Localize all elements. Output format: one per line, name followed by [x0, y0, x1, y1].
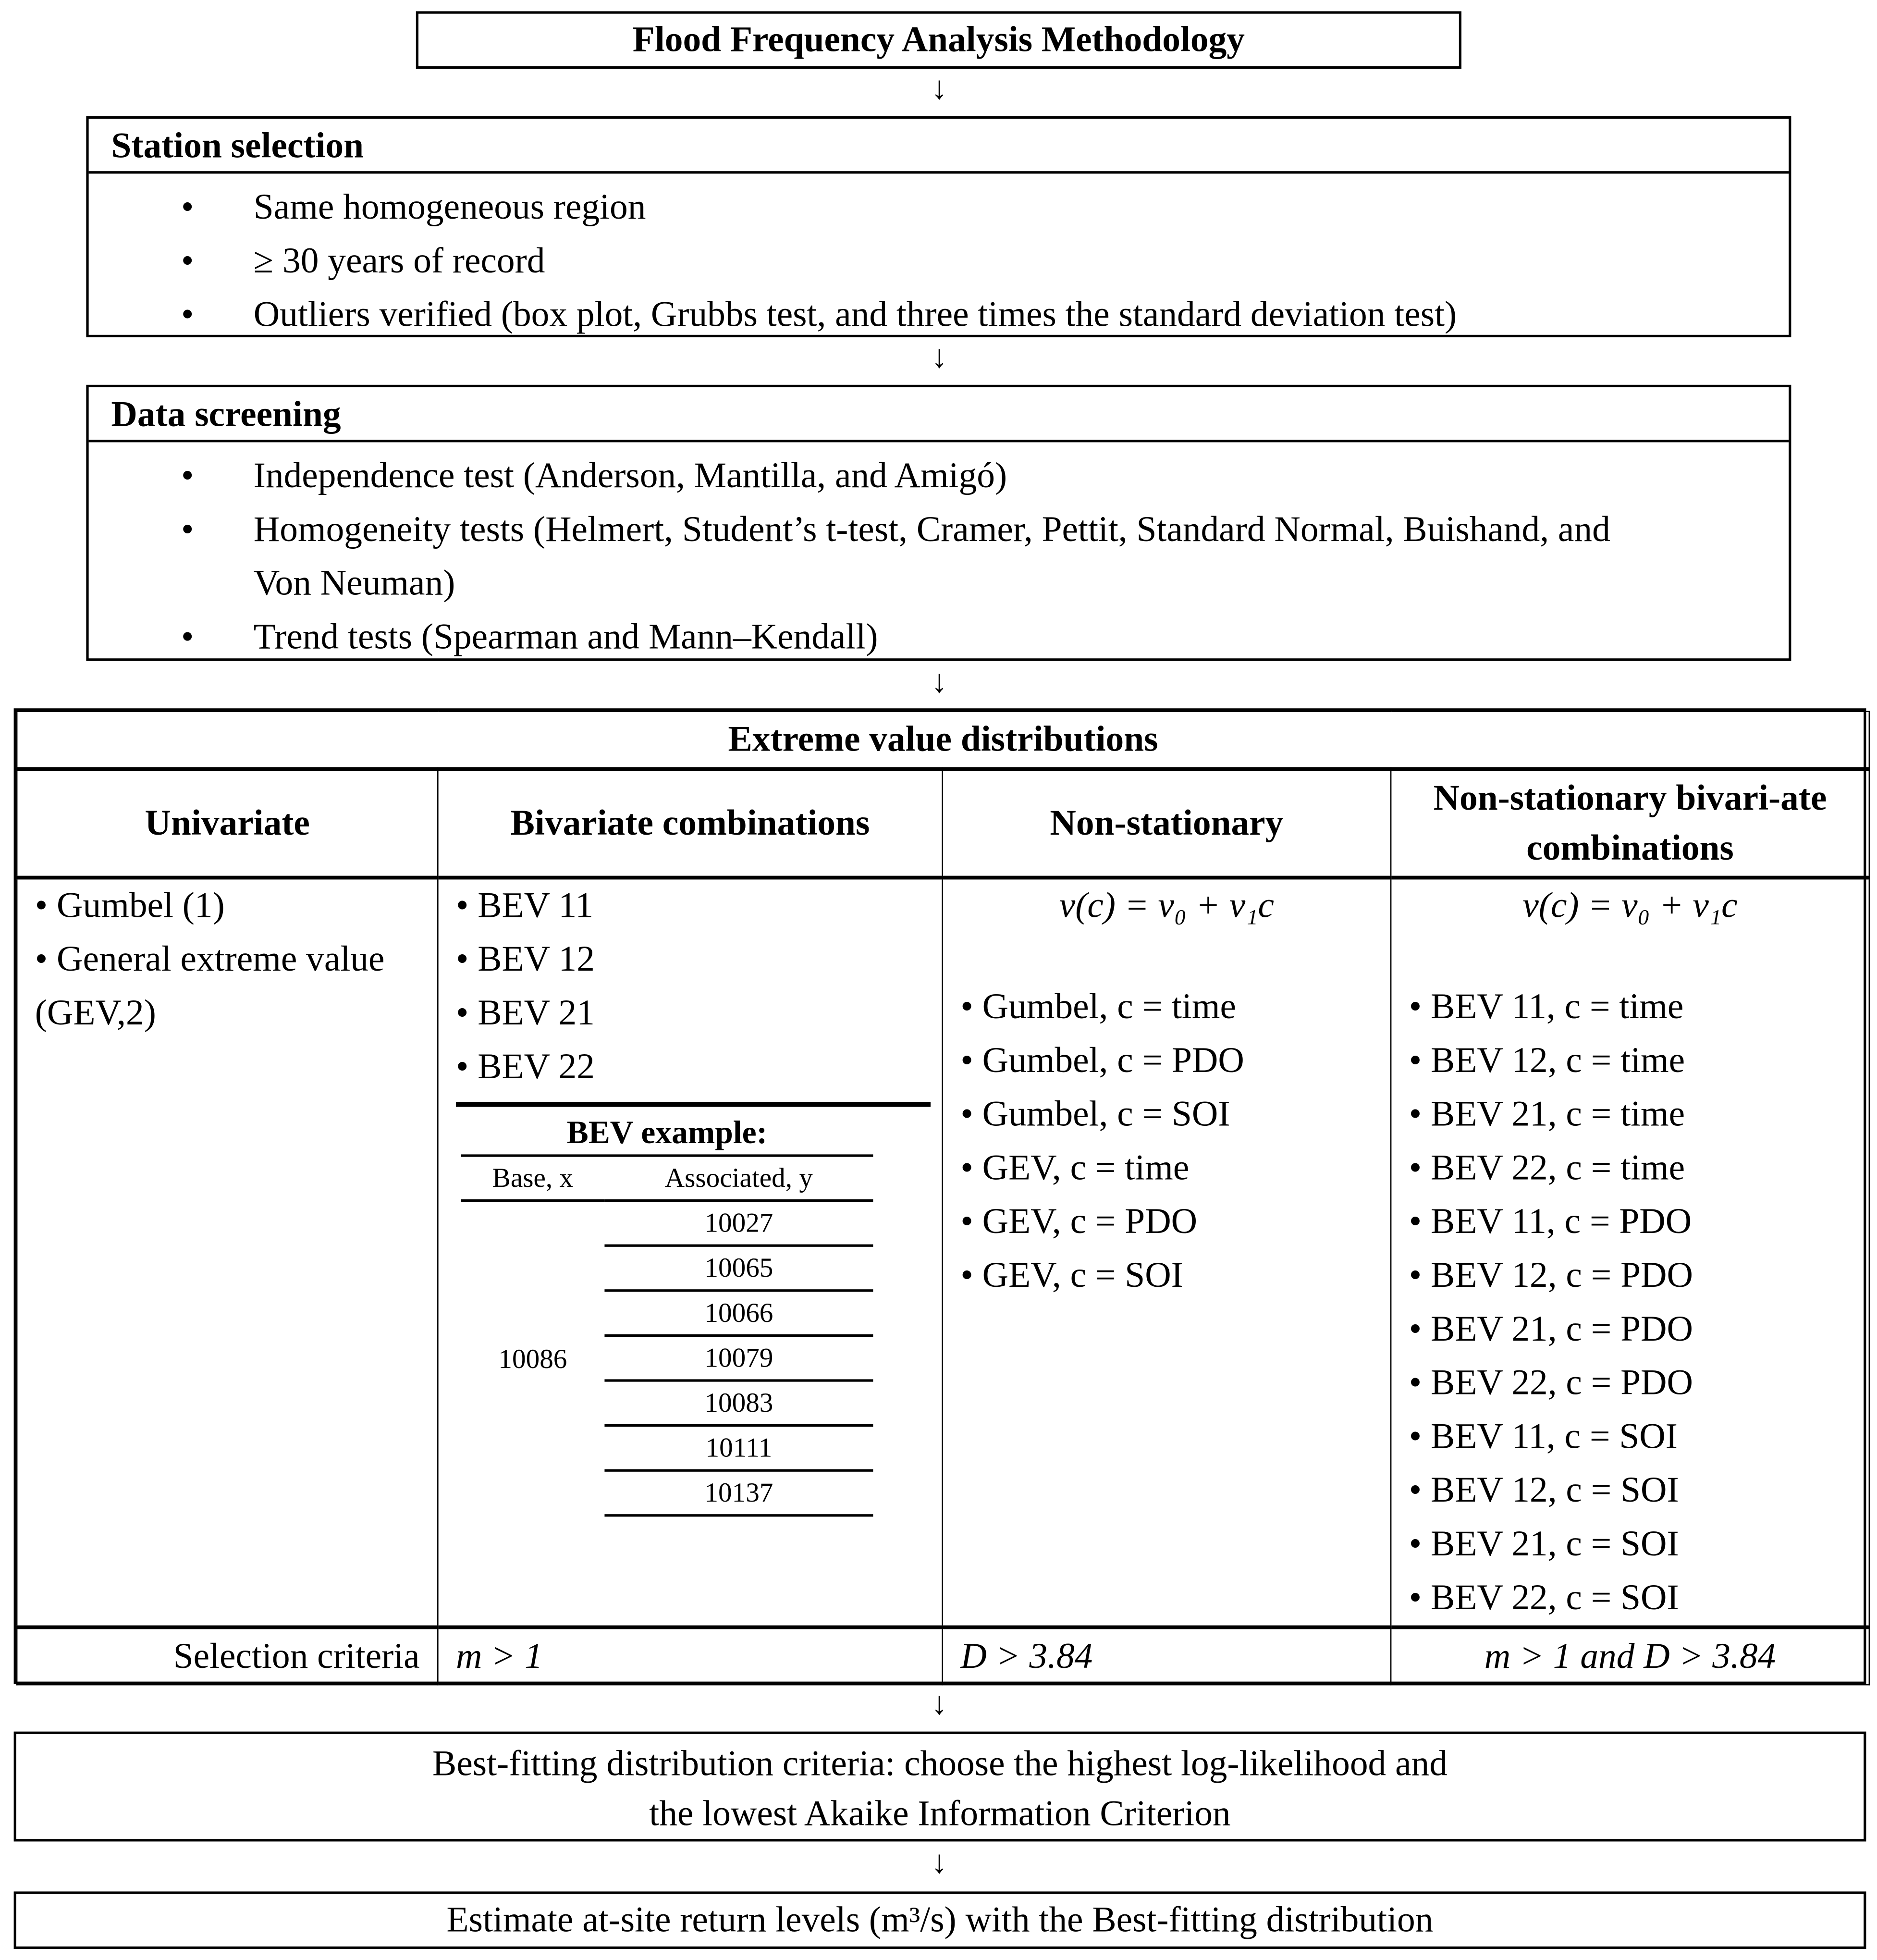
list-item: • Homogeneity tests (Helmert, Student’s t-test, Cramer, Pettit, Standard Normal, Buishand, and Von Neuman) — [89, 504, 1789, 611]
list-item: • GEV, c = SOI — [960, 1256, 1183, 1296]
bivariate-cell — [438, 877, 942, 1627]
list-item: • BEV 12, c = PDO — [1409, 1256, 1693, 1296]
associated-value: 10079 — [604, 1335, 873, 1381]
list-item: • Gumbel, c = time — [960, 987, 1236, 1027]
data-screening-box — [86, 385, 1791, 661]
list-item: • BEV 21 — [455, 993, 595, 1034]
base-header: Base, x — [461, 1157, 604, 1201]
non-stationary-cell — [943, 877, 1391, 1627]
best-fit-box — [14, 1732, 1866, 1842]
criteria-value: m > 1 and D > 3.84 — [1391, 1627, 1869, 1685]
station-selection-box — [86, 116, 1791, 337]
list-item: • Same homogeneous region — [89, 181, 1789, 235]
list-item: • BEV 21, c = SOI — [1409, 1524, 1679, 1565]
base-value: 10086 — [498, 1342, 567, 1374]
list-item: • Gumbel, c = SOI — [960, 1094, 1230, 1134]
list-item: • BEV 22, c = time — [1409, 1148, 1685, 1188]
chart-title: Flood Frequency Analysis Methodology — [632, 19, 1245, 60]
list-item: • Gumbel, c = PDO — [960, 1040, 1244, 1081]
column-header: Non-stationary — [943, 769, 1391, 877]
list-item: • GEV, c = PDO — [960, 1202, 1198, 1242]
list-item: • BEV 21, c = PDO — [1409, 1309, 1693, 1349]
best-fit-line-1: Best-fitting distribution criteria: choose the highest log-likelihood and — [432, 1744, 1448, 1784]
criteria-value: m > 1 — [438, 1627, 942, 1685]
associated-value: 10066 — [604, 1291, 873, 1336]
list-item: • BEV 11 — [455, 886, 594, 926]
extreme-value-heading: Extreme value distributions — [17, 712, 1869, 769]
associated-value: 10083 — [604, 1381, 873, 1426]
selection-criteria-label: Selection criteria — [17, 1627, 438, 1685]
list-item: • GEV, c = time — [960, 1148, 1190, 1188]
list-item: • BEV 22 — [455, 1047, 595, 1087]
arrow-down-icon: ↓ — [931, 338, 948, 375]
list-item: • Independence test (Anderson, Mantilla, and Amigó) — [89, 450, 1789, 504]
list-item: • BEV 12, c = SOI — [1409, 1470, 1679, 1511]
bev-example — [456, 1102, 931, 1516]
list-item: • Trend tests (Spearman and Mann–Kendall) — [89, 611, 1789, 665]
arrow-down-icon: ↓ — [931, 1844, 948, 1880]
criteria-value: D > 3.84 — [943, 1627, 1391, 1685]
data-screening-list — [89, 442, 1789, 665]
associated-value: 10027 — [604, 1201, 873, 1246]
associated-value: 10065 — [604, 1245, 873, 1291]
estimate-box — [14, 1891, 1866, 1949]
arrow-down-icon: ↓ — [931, 663, 948, 700]
univariate-cell — [17, 877, 438, 1627]
column-header: Bivariate combinations — [438, 769, 942, 877]
list-item: • BEV 11, c = SOI — [1409, 1417, 1678, 1457]
arrow-down-icon: ↓ — [931, 1685, 948, 1722]
extreme-value-table — [14, 708, 1866, 1684]
bev-example-title: BEV example: — [461, 1112, 873, 1157]
associated-header: Associated, y — [604, 1157, 873, 1201]
estimate-text: Estimate at-site return levels (m³/s) with the Best-fitting distribution — [446, 1900, 1434, 1940]
best-fit-line-2: the lowest Akaike Information Criterion — [649, 1794, 1231, 1834]
associated-value: 10111 — [604, 1426, 873, 1471]
station-selection-heading: Station selection — [89, 119, 1789, 173]
formula: ν(c) = ν₀ + ν₁c — [1522, 886, 1738, 926]
data-screening-heading: Data screening — [89, 387, 1789, 442]
list-item: • BEV 11, c = time — [1409, 987, 1684, 1027]
associated-value: 10137 — [604, 1470, 873, 1516]
column-header: Univariate — [17, 769, 438, 877]
list-item: • ≥ 30 years of record — [89, 235, 1789, 289]
formula: ν(c) = ν₀ + ν₁c — [1059, 886, 1274, 926]
list-item: • BEV 12 — [455, 939, 595, 980]
station-selection-list — [89, 173, 1789, 342]
list-item: • Gumbel (1) — [35, 886, 225, 926]
list-item: • BEV 21, c = time — [1409, 1094, 1685, 1134]
title-box — [416, 11, 1461, 69]
list-item: • General extreme value (GEV,2) — [35, 939, 385, 1034]
list-item: • BEV 22, c = SOI — [1409, 1578, 1679, 1618]
non-stationary-bivariate-cell — [1391, 877, 1869, 1627]
list-item: • BEV 11, c = PDO — [1409, 1202, 1692, 1242]
list-item: • Outliers verified (box plot, Grubbs test, and three times the standard deviation test) — [89, 289, 1789, 343]
list-item: • BEV 22, c = PDO — [1409, 1363, 1693, 1403]
list-item: • BEV 12, c = time — [1409, 1040, 1685, 1081]
column-header: Non-stationary bivari-ate combinations — [1391, 769, 1869, 877]
arrow-down-icon: ↓ — [931, 70, 948, 106]
